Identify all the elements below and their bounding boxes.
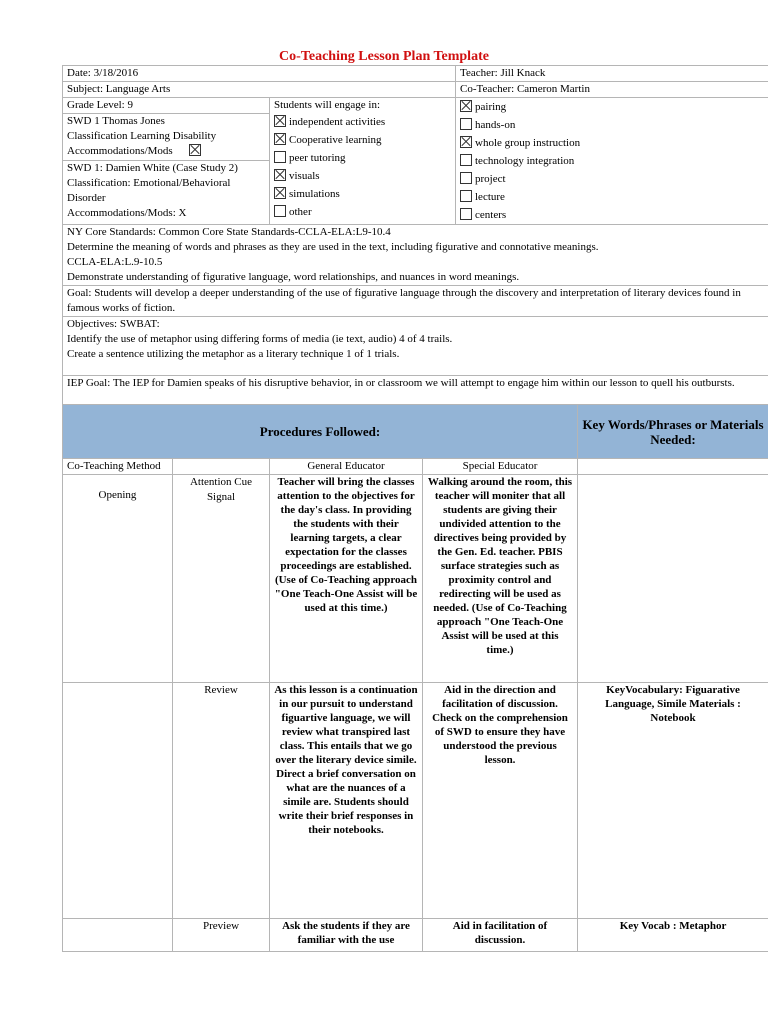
- standards-cell: [63, 225, 768, 286]
- checkbox-icon[interactable]: [460, 208, 472, 220]
- general-educator-opening: Teacher will bring the classes attention to the objectives for the day's class. In providing the students with their learning targets, a clear expectation for the classes proceedings are established. (Use of Co-Teaching approach "One Teach-One Assist will be used at this time.): [270, 475, 423, 683]
- checkbox-icon[interactable]: [460, 154, 472, 166]
- checkbox-icon[interactable]: [274, 187, 286, 199]
- engagement-option-label: technology integration: [475, 155, 575, 167]
- engage-label: Students will engage in:: [274, 99, 381, 111]
- swd2-accommodations: Accommodations/Mods: X: [67, 207, 187, 219]
- engagement-option-label: independent activities: [289, 116, 386, 128]
- engagement-option-label: visuals: [289, 170, 320, 182]
- checkbox-icon[interactable]: [460, 172, 472, 184]
- general-educator-header: General Educator: [270, 459, 423, 475]
- engagement-option[interactable]: [274, 131, 451, 149]
- special-educator-opening: Walking around the room, this teacher will moniter that all students are giving their undivided attention to the directives being provided by the Gen. Ed. teacher. PBIS surface strategies such as proximity control and redirecting will be used as needed. (Use of Co-Teaching approach "One Teach-One Assist will be used at this time.): [423, 475, 578, 683]
- general-educator-review: As this lesson is a continuation in our pursuit to understand figuartive language, we will review what transpired last class. This entails that we go over the literary device simile. Direct a brief conversation on what are the nuances of a simile are. Students should write their brief responses in their notebooks.: [270, 683, 423, 919]
- general-educator-preview: Ask the students if they are familiar with the use: [270, 919, 423, 952]
- swd2-block: [63, 161, 269, 221]
- engagement-option-label: whole group instruction: [475, 137, 581, 149]
- standards-line: NY Core Standards: Common Core State Standards-CCLA-ELA:L9-10.4: [67, 226, 391, 238]
- engagement-option[interactable]: [460, 116, 764, 134]
- swd1-classification: Classification Learning Disability: [67, 130, 217, 142]
- step-attention-cue: Attention Cue Signal: [173, 475, 270, 683]
- objectives-cell: [63, 317, 768, 376]
- engagement-option[interactable]: [274, 203, 451, 221]
- engagement-option[interactable]: [274, 113, 451, 131]
- teacher-field: Teacher: Jill Knack: [456, 66, 768, 82]
- engagement-option-label: Cooperative learning: [289, 134, 382, 146]
- engagement-option-label: other: [289, 206, 312, 218]
- co-teacher-field: Co-Teacher: Cameron Martin: [456, 82, 768, 98]
- engagement-option-label: project: [475, 173, 506, 185]
- engagement-option[interactable]: [274, 185, 451, 203]
- engage-list-1: [274, 113, 451, 221]
- engage-list-2: [460, 98, 764, 224]
- method-review: [63, 683, 173, 919]
- swd2-classification: Classification: Emotional/Behavioral Disorder: [67, 177, 231, 204]
- iep-goal-cell: IEP Goal: The IEP for Damien speaks of his disruptive behavior, in or classroom we will attempt to engage him within our lesson to quell his outbursts.: [63, 376, 768, 405]
- swd1-accommodations-checkbox[interactable]: [189, 144, 201, 156]
- step-preview: Preview: [173, 919, 270, 952]
- engagement-option-label: pairing: [475, 101, 507, 113]
- swd1-block: [63, 114, 269, 161]
- engagement-option[interactable]: [274, 149, 451, 167]
- co-teaching-method-header: Co-Teaching Method: [63, 459, 173, 475]
- procedures-heading: Procedures Followed:: [63, 405, 578, 459]
- checkbox-icon[interactable]: [274, 151, 286, 163]
- key-words-preview: Key Vocab : Metaphor: [578, 919, 768, 952]
- key-words-review: KeyVocabulary: Figuarative Language, Simile Materials : Notebook: [578, 683, 768, 919]
- checkbox-icon[interactable]: [460, 118, 472, 130]
- checkbox-icon[interactable]: [460, 136, 472, 148]
- grade-level: Grade Level: 9: [63, 98, 269, 114]
- date-field: Date: 3/18/2016: [63, 66, 456, 82]
- checkbox-icon[interactable]: [274, 169, 286, 181]
- engagement-option[interactable]: [460, 98, 764, 116]
- special-educator-review: Aid in the direction and facilitation of discussion. Check on the comprehension of SWD to ensure they have understood the previous lesson.: [423, 683, 578, 919]
- objectives-line: Create a sentence utilizing the metaphor as a literary technique 1 of 1 trials.: [67, 348, 400, 360]
- key-words-opening: [578, 475, 768, 683]
- checkbox-icon[interactable]: [460, 190, 472, 202]
- engagement-option[interactable]: [460, 170, 764, 188]
- engagement-option[interactable]: [460, 206, 764, 224]
- objectives-line: Identify the use of metaphor using differing forms of media (ie text, audio) 4 of 4 trails.: [67, 333, 453, 345]
- standards-line: Determine the meaning of words and phrases as they are used in the text, including figurative and connotative meanings.: [67, 241, 599, 253]
- swd1-accommodations-label: Accommodations/Mods: [67, 145, 173, 157]
- document-title: Co-Teaching Lesson Plan Template: [279, 49, 489, 64]
- subject-field: Subject: Language Arts: [63, 82, 456, 98]
- special-educator-preview: Aid in facilitation of discussion.: [423, 919, 578, 952]
- checkbox-icon[interactable]: [460, 100, 472, 112]
- engagement-option[interactable]: [460, 134, 764, 152]
- lesson-plan-table: [62, 65, 768, 952]
- swd1-name: SWD 1 Thomas Jones: [67, 115, 165, 127]
- checkbox-icon[interactable]: [274, 115, 286, 127]
- objectives-line: Objectives: SWBAT:: [67, 318, 160, 330]
- engagement-option[interactable]: [460, 152, 764, 170]
- swd-cell: [63, 98, 270, 225]
- engage-column-2: [456, 98, 768, 225]
- swd2-name: SWD 1: Damien White (Case Study 2): [67, 162, 238, 174]
- lesson-plan-form: [62, 65, 768, 952]
- engagement-option[interactable]: [274, 167, 451, 185]
- goal-cell: Goal: Students will develop a deeper understanding of the use of figurative language through the discovery and interpretation of literary devices found in famous works of fiction.: [63, 286, 768, 317]
- step-review: Review: [173, 683, 270, 919]
- checkbox-icon[interactable]: [274, 133, 286, 145]
- key-words-heading: Key Words/Phrases or Materials Needed:: [578, 405, 768, 459]
- engagement-option[interactable]: [460, 188, 764, 206]
- checkbox-icon[interactable]: [274, 205, 286, 217]
- special-educator-header: Special Educator: [423, 459, 578, 475]
- standards-line: Demonstrate understanding of figurative language, word relationships, and nuances in word meanings.: [67, 271, 520, 283]
- method-opening: Opening: [63, 475, 173, 683]
- engagement-option-label: lecture: [475, 191, 505, 203]
- engagement-option-label: peer tutoring: [289, 152, 346, 164]
- method-preview: [63, 919, 173, 952]
- engagement-option-label: hands-on: [475, 119, 516, 131]
- swd1-accommodations: [67, 144, 265, 159]
- engage-column-1: [270, 98, 456, 225]
- engagement-option-label: centers: [475, 209, 507, 221]
- engagement-option-label: simulations: [289, 188, 340, 200]
- standards-line: CCLA-ELA:L.9-10.5: [67, 256, 163, 268]
